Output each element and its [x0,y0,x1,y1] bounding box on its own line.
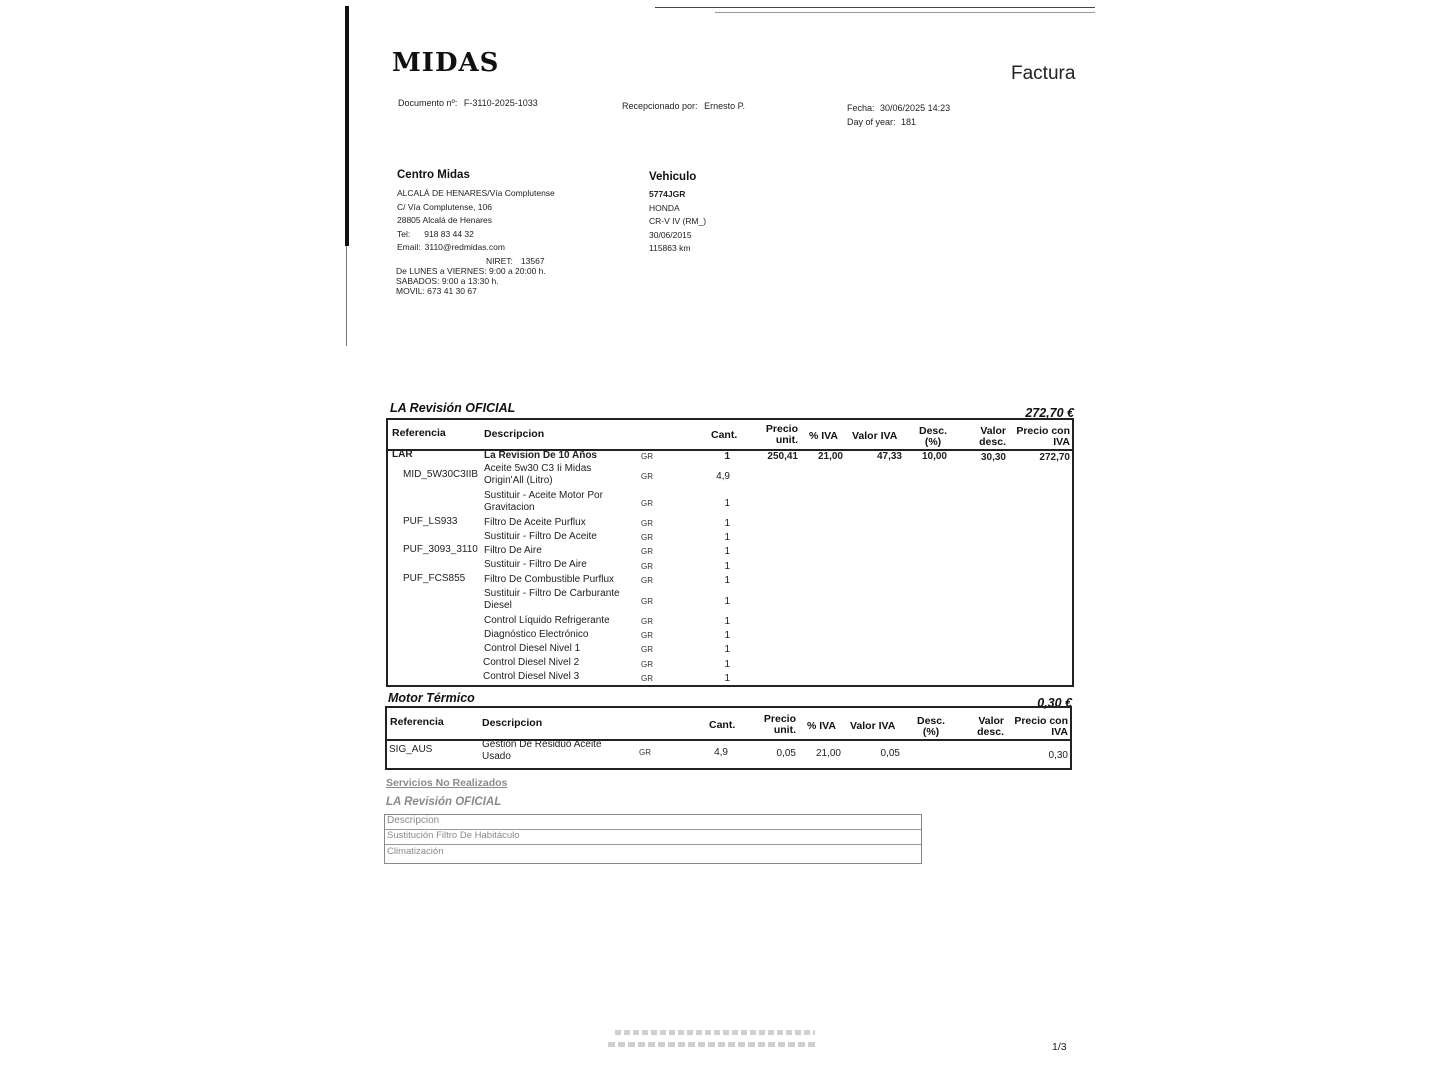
col-valor-iva: Valor IVA [850,720,896,732]
vehiculo-date: 30/06/2015 [649,229,692,240]
row-desc: Control Diesel Nivel 3 [483,671,580,682]
row-unit: GR [641,617,653,626]
email-label: Email: [397,242,421,252]
row-desc: Control Líquido Refrigerante [484,615,610,626]
niret-value: 13567 [520,255,545,266]
row-cant: 1 [724,575,730,586]
hours-line: De LUNES a VIERNES: 9:00 a 20:00 h. [396,266,546,276]
scan-top-line-2 [715,12,1095,13]
col-precio-con-l2: IVA [1051,726,1068,738]
row-desc: Diagnóstico Electrónico [484,629,589,640]
col-cant: Cant. [709,719,736,731]
unrealized-item: Climatización [387,846,444,857]
row-ref: PUF_LS933 [403,516,458,527]
day-label: Day of year: [847,117,896,127]
unrealized-col-descripcion: Descripcion [387,815,440,826]
row-precio: 250,41 [767,451,798,462]
row-desc-line: Usado [482,751,511,762]
row-cant: 1 [724,451,730,462]
row-unit: GR [639,748,651,757]
row-desc: Control Diesel Nivel 1 [484,643,581,654]
centro-email [397,241,555,255]
col-precio-unit-l2: unit. [775,434,798,446]
row-unit: GR [641,499,653,508]
vehiculo-make: HONDA [649,202,680,213]
col-valor-desc-l1: Valor [978,715,1004,727]
centro-hours [396,266,546,296]
row-unit: GR [641,452,653,461]
row-desc-line: Diesel [484,600,512,611]
col-iva: % IVA [807,720,836,732]
vehiculo-model: CR-V IV (RM_) [649,216,707,226]
row-unit: GR [641,547,653,556]
row-precio: 0,05 [776,748,796,759]
recepcionado-value: Ernesto P. [704,101,745,111]
unrealized-subtitle: LA Revisión OFICIAL [386,796,502,808]
col-referencia: Referencia [392,427,446,439]
unrealized-item: Sustitución Filtro De Habitáculo [387,830,520,841]
hours-line: SABADOS: 9:00 a 13:30 h. [396,276,499,286]
row-desc: Sustituir - Filtro De Aceite [484,531,597,542]
row-valor-desc: 30,30 [980,452,1006,463]
row-desc [484,463,591,487]
section-total-revision: 272,70 € [1025,406,1074,420]
row-desc: Sustituir - Filtro De Aire [484,559,587,570]
col-precio-unit [746,714,796,736]
col-cant: Cant. [711,429,738,441]
midas-logo: MIDAS [392,48,500,78]
centro-address-line: ALCALÁ DE HENARES/Vía Complutense [397,188,555,198]
row-iva: 21,00 [815,748,841,759]
col-descripcion: Descripcion [482,717,543,729]
scan-edge-mark [345,6,349,246]
row-precio-con: 272,70 [1039,452,1070,463]
col-desc [910,426,956,448]
row-cant: 4,9 [714,747,728,758]
vehiculo-km: 115863 km [649,243,691,253]
centro-address-line: 28805 Alcalá de Henares [397,215,492,225]
hours-line: MOVIL: 673 41 30 67 [396,286,477,296]
row-desc-line: Aceite 5w30 C3 Ii Midas [484,463,592,474]
row-unit: GR [641,519,653,528]
col-descripcion: Descripcion [484,428,545,440]
col-desc-l2: (%) [922,726,940,738]
centro-title: Centro Midas [397,169,470,181]
row-desc: Filtro De Aceite Purflux [484,517,586,528]
day-of-year [847,117,916,127]
row-ref: LAR [392,449,413,460]
row-unit: GR [641,597,653,606]
tel-label: Tel: [397,228,411,239]
row-cant: 1 [724,644,730,655]
row-cant: 1 [724,546,730,557]
row-desc [484,490,603,514]
footer-blurred-text [615,1030,815,1035]
col-precio-con-iva [1010,426,1070,448]
col-precio-unit-l2: unit. [773,724,796,736]
footer-blurred-text [608,1042,818,1047]
col-precio-unit-l1: Precio [763,713,796,725]
col-precio-con-l1: Precio con [1016,425,1070,437]
row-desc-line: Gestión De Residuo Aceite [482,739,602,750]
scan-top-line [655,7,1095,8]
row-cant: 1 [724,673,730,684]
row-desc-line: Gravitacion [484,502,535,513]
row-cant: 1 [724,659,730,670]
fecha-value: 30/06/2025 14:23 [880,103,951,113]
centro-address [397,187,555,268]
row-ref: MID_5W30C3IIB [403,469,479,480]
col-valor-desc [958,716,1004,738]
col-valor-desc [960,426,1006,448]
fecha-label: Fecha: [847,103,875,113]
document-type-title: Factura [1011,63,1076,84]
col-valor-iva: Valor IVA [852,430,898,442]
row-desc: Filtro De Combustible Purflux [484,574,615,585]
row-cant: 1 [724,630,730,641]
row-unit: GR [641,533,653,542]
documento-value: F-3110-2025-1033 [463,98,538,108]
row-desc-line: Sustituir - Aceite Motor Por [484,490,603,501]
centro-address-line: C/ Vía Complutense, 106 [397,201,492,212]
row-cant: 1 [724,498,730,509]
row-cant: 1 [724,561,730,572]
col-valor-desc-l2: desc. [977,726,1004,738]
row-iva: 21,00 [817,451,843,462]
col-desc [908,716,954,738]
col-precio-con-iva [1008,716,1068,738]
centro-tel [397,228,555,242]
row-desc [482,739,602,763]
row-cant: 1 [724,596,730,607]
col-desc-l2: (%) [924,436,942,448]
row-valor-iva: 0,05 [880,748,900,759]
row-unit: GR [641,674,653,683]
scan-edge-mark-thin [346,246,347,346]
col-desc-l1: Desc. [916,715,946,727]
row-ref: PUF_FCS855 [403,573,466,584]
section-total-motor: 0,30 € [1037,696,1072,710]
row-desc: Filtro De Aire [484,545,542,556]
email-value: 3110@redmidas.com [424,242,505,252]
row-valor-iva: 47,33 [876,451,902,462]
recepcionado-label: Recepcionado por: [622,101,698,111]
row-cant: 1 [724,518,730,529]
col-iva: % IVA [809,430,838,442]
row-unit: GR [641,631,653,640]
row-desc [484,588,620,612]
col-precio-con-l2: IVA [1053,436,1070,448]
row-desc: La Revision De 10 Años [484,450,597,461]
col-valor-desc-l1: Valor [980,425,1006,437]
row-desc: Control Diesel Nivel 2 [483,657,580,668]
tel-value: 918 83 44 32 [424,228,474,239]
row-ref: SIG_AUS [389,744,433,755]
row-unit: GR [641,660,653,669]
row-unit: GR [641,576,653,585]
row-desc-pct: 10,00 [921,451,947,462]
documento-number [398,98,538,108]
niret-label: NIRET: [486,255,513,266]
col-precio-unit-l1: Precio [765,423,798,435]
row-cant: 1 [724,616,730,627]
vehiculo-details [649,188,706,256]
unrealized-row-divider [385,844,921,845]
row-unit: GR [641,645,653,654]
row-unit: GR [641,472,653,481]
col-precio-unit [748,424,798,446]
col-referencia: Referencia [390,716,444,728]
row-precio-con: 0,30 [1048,750,1068,761]
section-title-revision: LA Revisión OFICIAL [390,401,516,415]
row-desc-line: Origin'All (Litro) [484,475,553,486]
col-valor-desc-l2: desc. [979,436,1006,448]
recepcionado [622,101,745,111]
fecha [847,103,950,113]
row-cant: 4,9 [716,471,730,482]
page-number: 1/3 [1052,1041,1067,1053]
day-value: 181 [901,117,917,127]
documento-label: Documento nº: [398,98,458,108]
row-desc-line: Sustituir - Filtro De Carburante [484,588,620,599]
row-ref: PUF_3093_3110 [403,544,478,555]
vehiculo-plate: 5774JGR [649,189,686,199]
unrealized-title: Servicios No Realizados [386,777,508,789]
col-desc-l1: Desc. [918,425,948,437]
row-unit: GR [641,562,653,571]
section-title-motor: Motor Térmico [388,691,475,705]
row-cant: 1 [724,532,730,543]
col-precio-con-l1: Precio con [1014,715,1068,727]
vehiculo-title: Vehiculo [649,171,697,183]
